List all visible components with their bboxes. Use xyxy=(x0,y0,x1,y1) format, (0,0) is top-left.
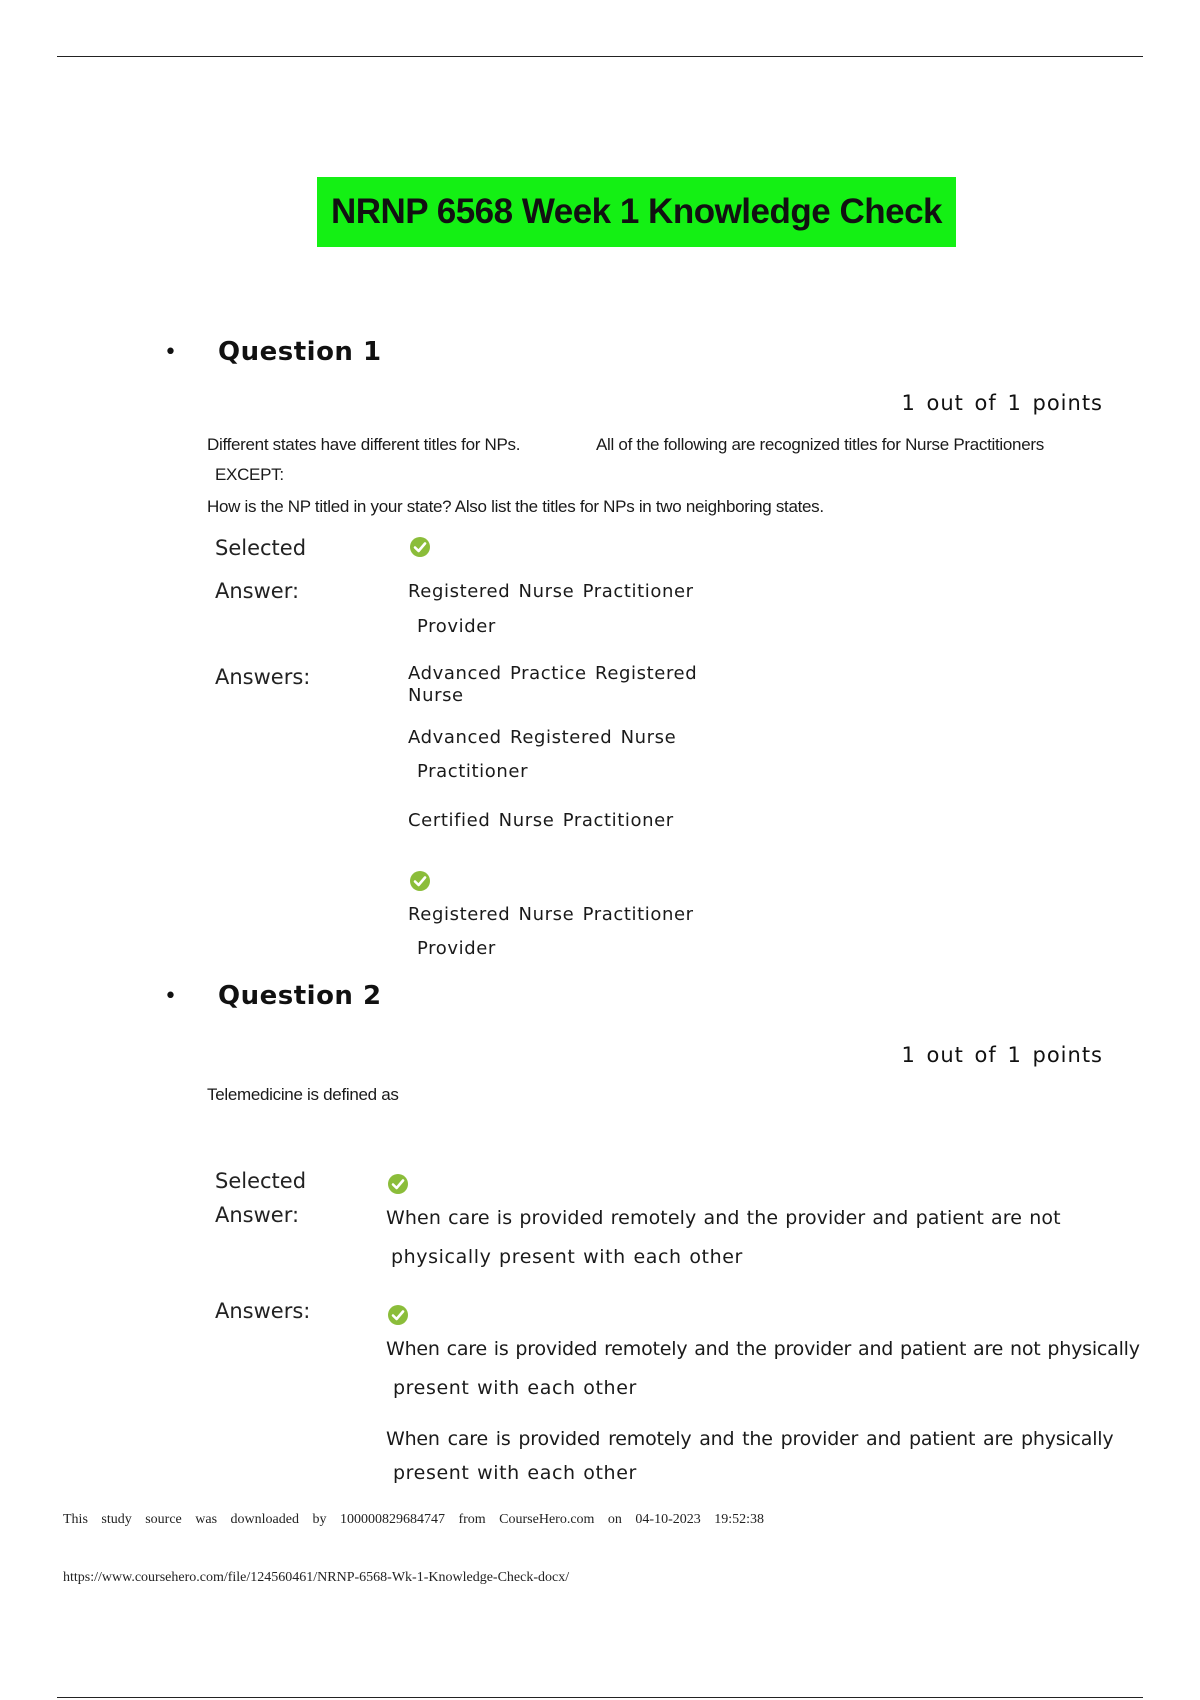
bullet: • xyxy=(164,984,177,1009)
answer-label: Answer: xyxy=(215,579,300,603)
selected-answer-line1: When care is provided remotely and the provider and patient are not xyxy=(386,1207,1061,1229)
question-2-text: Telemedicine is defined as xyxy=(207,1085,399,1104)
answer-option-2-line2: Practitioner xyxy=(417,761,529,782)
question-1-heading: Question 1 xyxy=(218,337,382,367)
question-1-text-part-a: Different states have different titles for NPs. xyxy=(207,435,521,454)
answer-option-2-line2: present with each other xyxy=(393,1462,637,1484)
page-title: NRNP 6568 Week 1 Knowledge Check xyxy=(317,177,956,247)
selected-answer-line2: Provider xyxy=(417,616,496,637)
answer-label: Answer: xyxy=(215,1203,300,1227)
question-2-points: 1 out of 1 points xyxy=(901,1043,1103,1067)
bottom-rule xyxy=(57,1697,1143,1698)
bullet: • xyxy=(164,340,177,365)
answer-option-1-line2: present with each other xyxy=(393,1377,637,1399)
answers-label: Answers: xyxy=(215,665,311,689)
answer-option-1-line2: Nurse xyxy=(408,685,464,706)
question-1-text-except: EXCEPT: xyxy=(215,465,284,484)
question-1-points: 1 out of 1 points xyxy=(901,391,1103,415)
answers-label: Answers: xyxy=(215,1299,311,1323)
answer-option-4-line1: Registered Nurse Practitioner xyxy=(408,904,694,925)
answer-option-1-line1: When care is provided remotely and the provider and patient are not physically xyxy=(386,1338,1140,1360)
selected-label: Selected xyxy=(215,536,307,560)
top-rule xyxy=(57,56,1143,57)
check-circle-icon xyxy=(387,1304,409,1326)
answer-option-2-line1: Advanced Registered Nurse xyxy=(408,727,677,748)
download-notice: This study source was downloaded by 100000829684747 from CourseHero.com on 04-10-2023 19:52:38 xyxy=(63,1512,765,1527)
answer-option-3-line1: Certified Nurse Practitioner xyxy=(408,810,674,831)
question-1-text-part-b: All of the following are recognized titles for Nurse Practitioners xyxy=(596,435,1044,454)
question-1-text-followup: How is the NP titled in your state? Also list the titles for NPs in two neighboring states. xyxy=(207,497,824,516)
answer-option-4-line2: Provider xyxy=(417,938,496,959)
selected-answer-line2: physically present with each other xyxy=(391,1246,743,1268)
question-2-heading: Question 2 xyxy=(218,981,382,1011)
check-circle-icon xyxy=(409,870,431,892)
check-circle-icon xyxy=(409,536,431,558)
answer-option-1-line1: Advanced Practice Registered xyxy=(408,663,698,684)
selected-label: Selected xyxy=(215,1169,307,1193)
source-url[interactable]: https://www.coursehero.com/file/124560461/NRNP-6568-Wk-1-Knowledge-Check-docx/ xyxy=(63,1570,570,1585)
selected-answer-line1: Registered Nurse Practitioner xyxy=(408,581,694,602)
check-circle-icon xyxy=(387,1173,409,1195)
answer-option-2-line1: When care is provided remotely and the provider and patient are physically xyxy=(386,1428,1114,1450)
